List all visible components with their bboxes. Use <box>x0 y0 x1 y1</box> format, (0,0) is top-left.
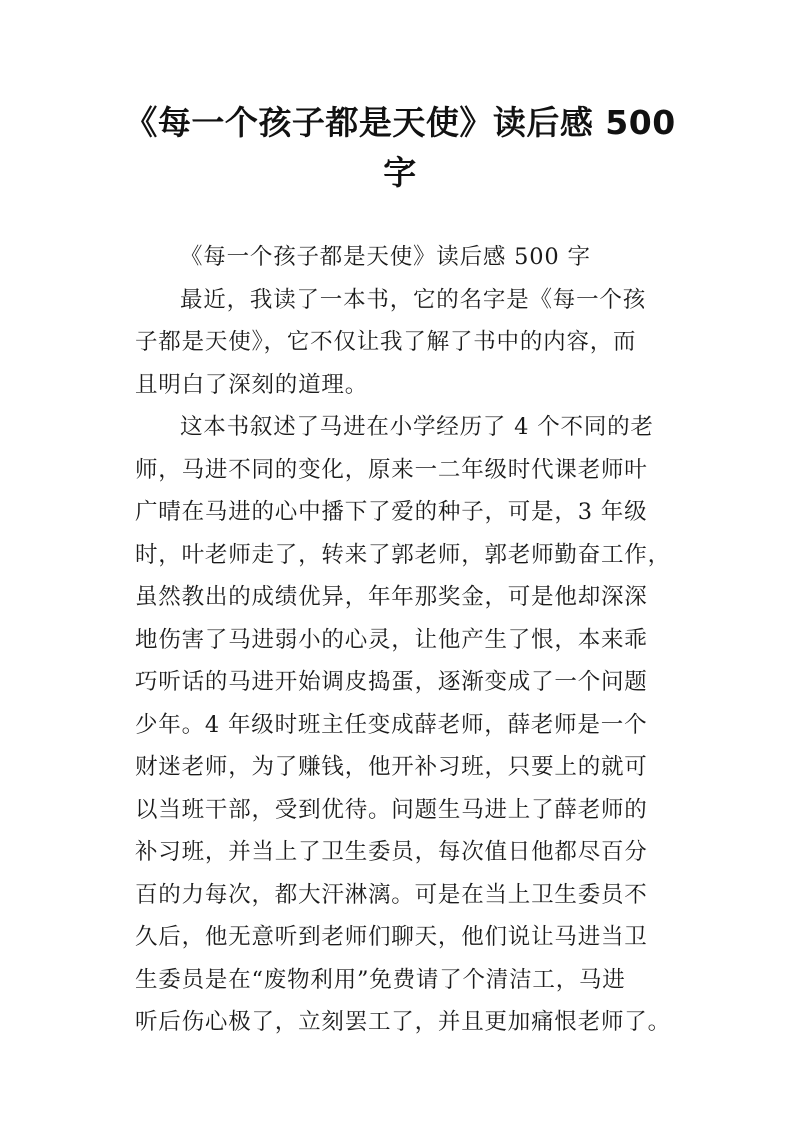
body-text-line: 这本书叙述了马进在小学经历了 4 个不同的老 <box>180 414 654 440</box>
body-text-line: 巧听话的马进开始调皮捣蛋，逐渐变成了一个问题 <box>135 669 648 695</box>
body-text-line: 最近，我读了一本书，它的名字是《每一个孩 <box>180 286 647 313</box>
body-text-line: 时，叶老师走了，转来了郭老师，郭老师勤奋工作， <box>135 541 671 568</box>
body-text-line: 财迷老师，为了赚钱，他开补习班，只要上的就可 <box>135 754 648 780</box>
body-text-line: 《每一个孩子都是天使》读后感 500 字 <box>180 244 591 270</box>
body-text-line: 听后伤心极了，立刻罢工了，并且更加痛恨老师了。 <box>135 1009 671 1035</box>
body-text-line: 地伤害了马进弱小的心灵，让他产生了恨，本来乖 <box>135 626 648 653</box>
body-text-line: 虽然教出的成绩优异，年年那奖金，可是他却深深 <box>135 584 648 610</box>
body-text-line: 百的力每次，都大汗淋漓。可是在当上卫生委员不 <box>135 881 648 908</box>
body-text-line: 补习班，并当上了卫生委员，每次值日他都尽百分 <box>135 839 648 865</box>
body-text-line: 少年。4 年级时班主任变成薛老师，薛老师是一个 <box>135 711 648 738</box>
body-text-line: 且明白了深刻的道理。 <box>135 371 369 398</box>
body-text-line: 生委员是在“废物利用”免费请了个清洁工，马进 <box>135 966 626 993</box>
document-title <box>100 98 700 198</box>
body-text-line: 久后，他无意听到老师们聊天，他们说让马进当卫 <box>135 924 648 950</box>
body-text-line: 以当班干部，受到优待。问题生马进上了薛老师的 <box>135 796 648 823</box>
body-text-line: 子都是天使》，它不仅让我了解了书中的内容，而 <box>135 329 637 355</box>
title-line: 《每一个孩子都是天使》读后感 500 <box>124 103 676 142</box>
body-text-line: 师，马进不同的变化，原来一二年级时代课老师叶 <box>135 456 648 483</box>
body-text-line: 广晴在马进的心中播下了爱的种子，可是，3 年级 <box>135 499 648 525</box>
document-body <box>135 236 695 1044</box>
title-line: 字 <box>383 153 417 192</box>
